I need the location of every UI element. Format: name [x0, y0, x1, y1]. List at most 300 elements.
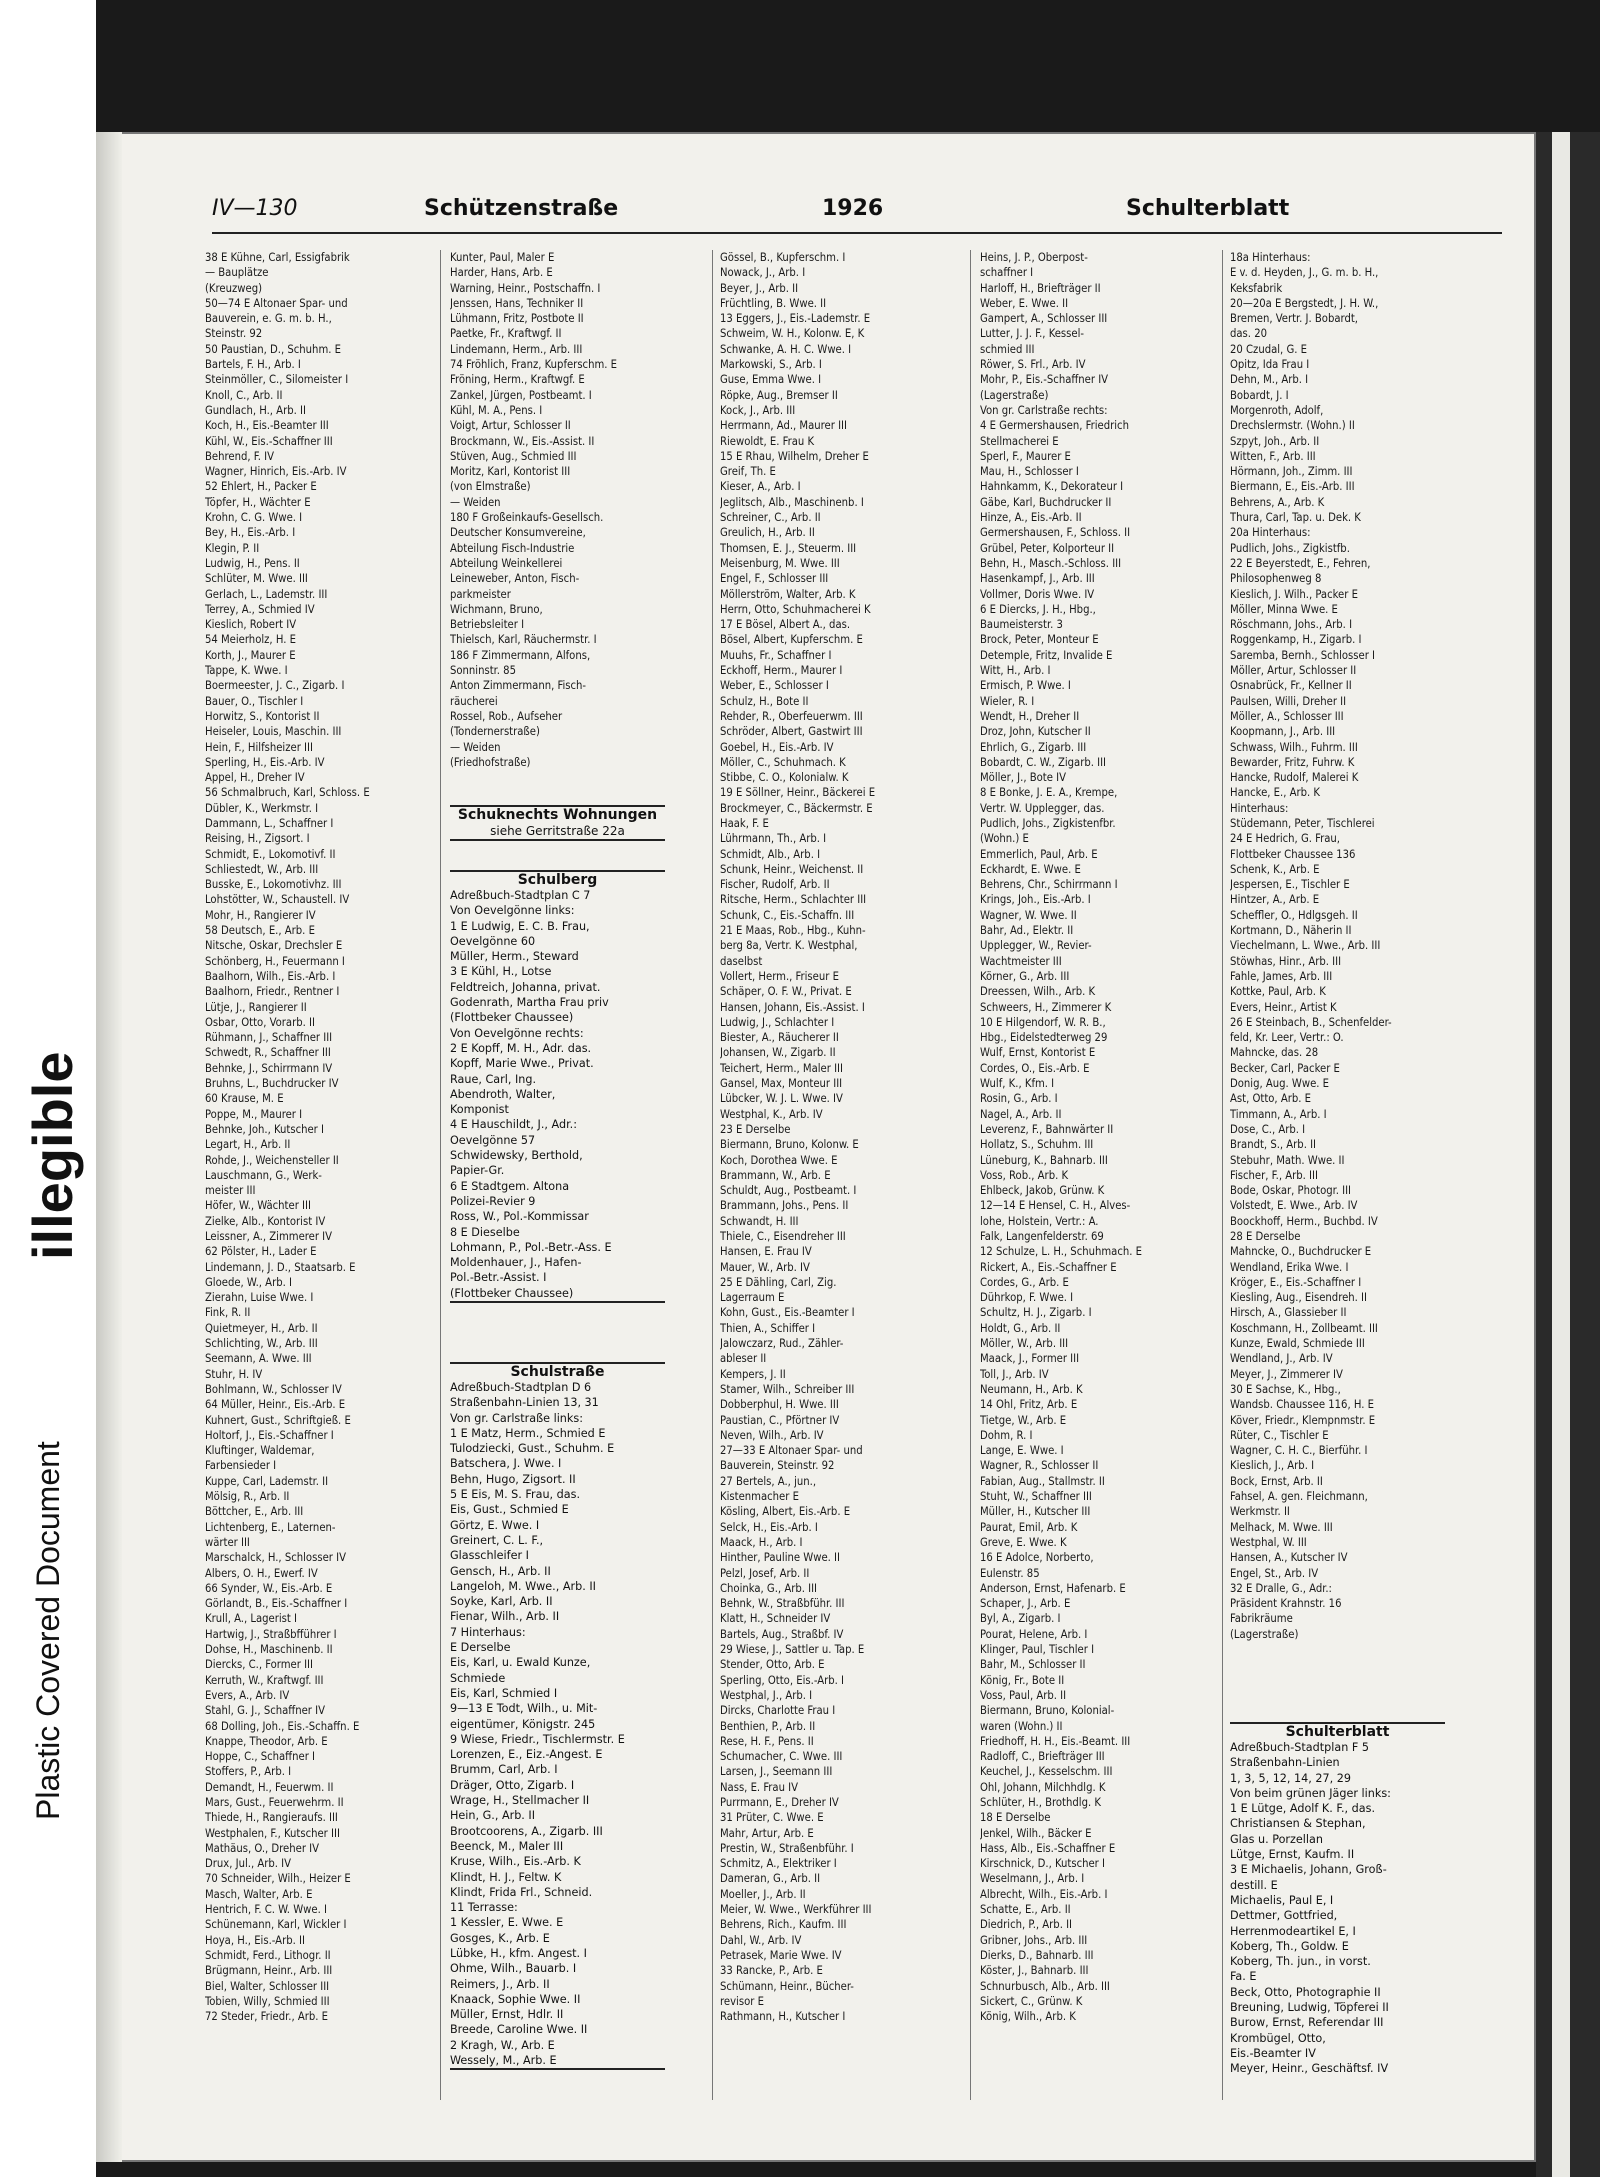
directory-entry: Greinert, C. L. F., [450, 1533, 544, 1547]
directory-entry: Möllerström, Walter, Arb. K [720, 587, 856, 601]
directory-entry: Schmidt, E., Lokomotivf. II [205, 847, 336, 861]
directory-entry: Breede, Caroline Wwe. II [450, 2023, 588, 2037]
directory-entry: 1 E Matz, Herm., Schmied E [450, 1426, 606, 1440]
directory-entry: Dobberphul, H. Wwe. III [720, 1398, 839, 1412]
directory-entry: Dreessen, Wilh., Arb. K [980, 985, 1096, 999]
directory-entry: Kuppe, Carl, Lademstr. II [205, 1474, 329, 1488]
directory-entry: Wendland, J., Arb. IV [1230, 1352, 1333, 1366]
directory-entry: Greif, Th. E [720, 465, 776, 479]
directory-entry: Tietge, W., Arb. E [980, 1413, 1067, 1427]
directory-entry: Fink, R. II [205, 1306, 251, 1320]
directory-entry: Holdt, G., Arb. II [980, 1321, 1061, 1335]
directory-entry: Fienar, Wilh., Arb. II [450, 1610, 560, 1624]
directory-entry: Wachtmeister III [980, 954, 1062, 968]
directory-entry: 28 E Derselbe [1230, 1230, 1301, 1243]
directory-entry: Lindemann, Herm., Arb. III [450, 342, 583, 356]
directory-entry: Schröder, Albert, Gastwirt III [720, 725, 863, 739]
directory-entry: Stüdemann, Peter, Tischlerei [1230, 816, 1375, 830]
directory-entry: 6 E Stadtgem. Altona [450, 1179, 570, 1193]
directory-entry: Oevelgönne 60 [450, 934, 536, 948]
directory-entry: wärter III [205, 1535, 250, 1549]
directory-entry: Koschmann, H., Zollbeamt. III [1230, 1321, 1378, 1335]
directory-entry: Kopff, Marie Wwe., Privat. [450, 1057, 594, 1071]
directory-entry: Schlüter, H., Brothdlg. K [980, 1795, 1101, 1809]
directory-entry: Rehder, R., Oberfeuerwm. III [720, 709, 863, 723]
header-year: 1926 [822, 196, 884, 221]
directory-entry: Hahnkamm, K., Dekorateur I [980, 480, 1124, 494]
directory-entry: Glasschleifer I [450, 1549, 529, 1563]
directory-entry: Hansen, E. Frau IV [720, 1245, 812, 1259]
directory-entry: Lütje, J., Rangierer II [205, 1000, 307, 1014]
directory-entry: Mohr, P., Eis.-Schaffner IV [980, 373, 1109, 387]
directory-entry: Burow, Ernst, Referendar III [1230, 2016, 1384, 2030]
directory-entry: Rohde, J., Weichensteller II [205, 1153, 339, 1167]
directory-entry: Fahle, James, Arb. III [1230, 969, 1333, 983]
directory-entry: Kieslich, Robert IV [205, 618, 297, 632]
directory-entry: 19 E Söllner, Heinr., Bäckerei E [720, 786, 876, 800]
directory-entry: Mau, H., Schlosser I [980, 465, 1079, 479]
directory-entry: Evers, A., Arb. IV [205, 1688, 290, 1702]
directory-entry: Beck, Otto, Photographie II [1230, 1985, 1381, 1999]
directory-entry: Biel, Walter, Schlosser III [205, 1979, 330, 1993]
directory-entry: Lagerraum E [720, 1291, 785, 1305]
directory-entry: 64 Müller, Heinr., Eis.-Arb. E [205, 1398, 346, 1412]
directory-entry: Adreßbuch-Stadtplan C 7 [450, 889, 591, 902]
directory-entry: Dührkop, F. Wwe. I [980, 1291, 1074, 1305]
directory-entry: Harloff, H., Briefträger II [980, 281, 1101, 295]
directory-entry: Tobien, Willy, Schmied III [205, 1994, 330, 2008]
directory-entry: Klinger, Paul, Tischler I [980, 1643, 1095, 1657]
directory-entry: Diercks, C., Former III [205, 1658, 313, 1672]
schulterblatt-lines [1230, 1740, 1445, 2077]
plastic-covered-label: Plastic Covered Document [30, 1441, 66, 1820]
directory-entry: Paurat, Emil, Arb. K [980, 1520, 1078, 1534]
directory-entry: Eckhardt, E. Wwe. E [980, 862, 1081, 876]
directory-entry: 22 E Beyerstedt, E., Fehren, [1230, 556, 1371, 570]
directory-entry: Straßenbahn-Linien 13, 31 [450, 1396, 599, 1410]
directory-entry: Gundlach, H., Arb. II [205, 403, 306, 417]
directory-entry: Hintzer, A., Arb. E [1230, 893, 1320, 907]
directory-entry: Gäbe, Karl, Buchdrucker II [980, 495, 1112, 509]
column-separator [712, 250, 713, 2100]
illegible-label: illegible [21, 1051, 84, 1260]
directory-entry: Kempers, J. II [720, 1367, 786, 1381]
directory-entry: Prestin, W., Straßenbführ. I [720, 1841, 854, 1855]
directory-entry: Stüven, Aug., Schmied III [450, 449, 577, 463]
directory-entry: Cordes, G., Arb. E [980, 1275, 1069, 1289]
directory-entry: Schäper, O. F. W., Privat. E [720, 985, 852, 999]
directory-entry: Böttcher, E., Arb. III [205, 1505, 304, 1519]
directory-entry: Melhack, M. Wwe. III [1230, 1520, 1333, 1534]
directory-entry: Schmidt, Ferd., Lithogr. II [205, 1948, 331, 1962]
directory-entry: Ritsche, Herm., Schlachter III [720, 893, 867, 907]
directory-entry: Riewoldt, E. Frau K [720, 434, 815, 448]
directory-entry: Hirsch, A., Glassieber II [1230, 1306, 1347, 1320]
directory-entry: Koch, H., Eis.-Beamter III [205, 419, 329, 433]
directory-entry: Kieslich, J. Wilh., Packer E [1230, 587, 1358, 601]
directory-entry: Behnke, J., Schirrmann IV [205, 1061, 333, 1075]
directory-entry: 30 E Sachse, K., Hbg., [1230, 1382, 1341, 1396]
directory-entry: Hinther, Pauline Wwe. II [720, 1551, 840, 1565]
directory-entry: Stamer, Wilh., Schreiber III [720, 1382, 855, 1396]
directory-entry: Kottke, Paul, Arb. K [1230, 985, 1326, 999]
directory-entry: Korth, J., Maurer E [205, 648, 296, 662]
directory-entry: Schwedt, R., Schaffner III [205, 1046, 331, 1060]
directory-entry: Moritz, Karl, Kontorist III [450, 465, 571, 479]
directory-entry: Kühl, W., Eis.-Schaffner III [205, 434, 333, 448]
directory-entry: Koberg, Th., Goldw. E [1230, 1939, 1349, 1953]
directory-entry: Kröger, E., Eis.-Schaffner I [1230, 1275, 1362, 1289]
directory-entry: Boermeester, J. C., Zigarb. I [205, 679, 345, 693]
directory-entry: (Lagerstraße) [980, 388, 1049, 402]
directory-entry: 13 Eggers, J., Eis.-Lademstr. E [720, 312, 871, 326]
directory-entry: parkmeister [450, 587, 511, 601]
directory-entry: Schünemann, Karl, Wickler I [205, 1918, 347, 1932]
directory-entry: Osbar, Otto, Vorarb. II [205, 1015, 315, 1029]
directory-entry: Heiseler, Louis, Maschin. III [205, 725, 342, 739]
directory-entry: Nass, E. Frau IV [720, 1780, 799, 1794]
directory-entry: Möller, Artur, Schlosser II [1230, 664, 1357, 678]
directory-entry: 1 E Ludwig, E. C. B. Frau, [450, 919, 590, 933]
directory-entry: Gribner, Johs., Arb. III [980, 1933, 1088, 1947]
directory-entry: Brammann, Johs., Pens. II [720, 1199, 849, 1213]
directory-entry: Behrens, A., Arb. K [1230, 495, 1325, 509]
directory-entry: 186 F Zimmermann, Alfons, [450, 648, 591, 662]
directory-entry: Feldtreich, Johanna, privat. [450, 980, 601, 994]
directory-entry: Ermisch, P. Wwe. I [980, 679, 1071, 693]
directory-entry: Stuhr, H. IV [205, 1367, 263, 1381]
directory-entry: Behn, Hugo, Zigsort. II [450, 1472, 576, 1486]
directory-entry: eigentümer, Königstr. 245 [450, 1717, 596, 1731]
directory-entry: 26 E Steinbach, B., Schenfelder- [1230, 1015, 1392, 1029]
directory-entry: Behn, H., Masch.-Schloss. III [980, 556, 1122, 570]
directory-entry: Mahr, Artur, Arb. E [720, 1826, 814, 1840]
directory-entry: Donig, Aug. Wwe. E [1230, 1077, 1330, 1091]
directory-entry: Fröning, Herm., Kraftwgf. E [450, 373, 585, 387]
directory-entry: Johansen, W., Zigarb. II [720, 1046, 836, 1060]
directory-entry: Röwer, S. Frl., Arb. IV [980, 358, 1086, 372]
directory-entry: Lichtenberg, E., Laternen- [205, 1520, 336, 1534]
directory-entry: Byl, A., Zigarb. I [980, 1612, 1061, 1626]
directory-entry: Köster, J., Bahnarb. III [980, 1964, 1089, 1978]
directory-entry: Osnabrück, Fr., Kellner II [1230, 679, 1352, 693]
directory-entry: Schönberg, H., Feuermann I [205, 954, 345, 968]
directory-entry: Behrens, Chr., Schirrmann I [980, 878, 1118, 892]
directory-entry: Harder, Hans, Arb. E [450, 266, 553, 280]
directory-entry: Stebuhr, Math. Wwe. II [1230, 1153, 1345, 1167]
directory-entry: Krings, Joh., Eis.-Arb. I [980, 893, 1091, 907]
directory-entry: Fabian, Aug., Stallmstr. II [980, 1474, 1105, 1488]
directory-entry: Schultz, H. J., Zigarb. I [980, 1306, 1092, 1320]
directory-entry: Greve, E. Wwe. K [980, 1535, 1067, 1549]
directory-entry: Keuchel, J., Kesselschm. III [980, 1765, 1113, 1779]
directory-entry: Kerruth, W., Kraftwgf. III [205, 1673, 324, 1687]
directory-entry: 23 E Derselbe [720, 1122, 791, 1136]
header-rule [212, 232, 1502, 234]
directory-entry: Wagner, C. H. C., Bierführ. I [1230, 1444, 1368, 1458]
directory-entry: 66 Synder, W., Eis.-Arb. E [205, 1581, 333, 1595]
page-binding [96, 132, 122, 2162]
directory-entry: Leissner, A., Zimmerer IV [205, 1230, 333, 1243]
directory-entry: Koch, Dorothea Wwe. E [720, 1153, 838, 1167]
directory-entry: Wichmann, Bruno, [450, 602, 543, 616]
directory-entry: 32 E Dralle, G., Adr.: [1230, 1581, 1332, 1595]
directory-entry: Engel, F., Schlosser III [720, 572, 829, 586]
directory-entry: Vertr. W. Upplegger, das. [980, 801, 1105, 815]
directory-entry: Brockmeyer, C., Bäckermstr. E [720, 801, 873, 815]
directory-entry: Scheffler, O., Hdlgsgeh. II [1230, 908, 1358, 922]
directory-entry: Stahl, G. J., Schaffner IV [205, 1704, 325, 1718]
directory-entry: 6 E Diercks, J. H., Hbg., [980, 602, 1096, 616]
directory-entry: Koopmann, J., Arb. III [1230, 725, 1336, 739]
directory-entry: Sperling, Otto, Eis.-Arb. I [720, 1673, 844, 1687]
directory-entry: Kösling, Albert, Eis.-Arb. E [720, 1505, 851, 1519]
directory-entry: Bobardt, J. I [1230, 388, 1289, 402]
directory-entry: Behnke, Joh., Kutscher I [205, 1122, 324, 1136]
directory-entry: — Bauplätze [205, 266, 269, 280]
schuknechts-box [450, 805, 665, 841]
directory-entry: Nowack, J., Arb. I [720, 266, 806, 280]
directory-entry: Präsident Krahnstr. 16 [1230, 1597, 1342, 1611]
directory-entry: Mauer, W., Arb. IV [720, 1260, 810, 1274]
directory-entry: Dübler, K., Werkmstr. I [205, 801, 319, 815]
column-separator [970, 250, 971, 2100]
directory-entry: Marschalck, H., Schlosser IV [205, 1551, 346, 1565]
directory-entry: Biermann, Bruno, Kolonw. E [720, 1138, 859, 1152]
directory-entry: Guse, Emma Wwe. I [720, 373, 822, 387]
directory-entry: Hein, F., Hilfsheizer III [205, 740, 313, 754]
directory-entry: E v. d. Heyden, J., G. m. b. H., [1230, 266, 1379, 280]
directory-entry: Kirschnick, D., Kutscher I [980, 1857, 1105, 1871]
directory-entry: das. 20 [1230, 327, 1267, 341]
directory-entry: Warning, Heinr., Postschaffn. I [450, 281, 601, 295]
directory-column-1 [205, 250, 420, 2110]
directory-entry: Leverenz, F., Bahnwärter II [980, 1122, 1114, 1136]
directory-entry: Appel, H., Dreher IV [205, 771, 305, 785]
directory-entry: Brügmann, Heinr., Arb. III [205, 1964, 333, 1978]
directory-entry: 8 E Dieselbe [450, 1225, 520, 1239]
directory-entry: Schmitz, A., Elektriker I [720, 1857, 837, 1871]
directory-entry: Drux, Jul., Arb. IV [205, 1857, 291, 1871]
directory-entry: Bahr, M., Schlosser II [980, 1658, 1086, 1672]
directory-entry: Möller, J., Bote IV [980, 771, 1066, 785]
directory-entry: Ohme, Wilh., Bauarb. I [450, 1962, 577, 1976]
directory-entry: Klindt, Frida Frl., Schneid. [450, 1885, 593, 1899]
directory-entry: Herrenmodeartikel E, I [1230, 1924, 1356, 1938]
directory-entry: Reimers, J., Arb. II [450, 1977, 550, 1991]
directory-entry: Hinze, A., Eis.-Arb. II [980, 511, 1082, 525]
directory-entry: Saremba, Bernh., Schlosser I [1230, 648, 1376, 662]
directory-entry: Kieser, A., Arb. I [720, 480, 801, 494]
directory-entry: Lübke, H., kfm. Angest. I [450, 1946, 587, 1960]
directory-entry: Knaack, Sophie Wwe. II [450, 1992, 581, 2006]
directory-entry: 24 E Hedrich, G. Frau, [1230, 832, 1340, 846]
directory-entry: Fabrikräume [1230, 1612, 1293, 1626]
directory-entry: Brandt, S., Arb. II [1230, 1138, 1317, 1152]
directory-entry: Zankel, Jürgen, Postbeamt. I [450, 388, 592, 402]
directory-entry: Hoya, H., Eis.-Arb. II [205, 1933, 305, 1947]
directory-entry: — Weiden [450, 495, 501, 509]
directory-entry: Röpke, Aug., Bremser II [720, 388, 838, 402]
directory-entry: Vollert, Herm., Friseur E [720, 969, 839, 983]
directory-entry: Lüneburg, K., Bahnarb. III [980, 1153, 1108, 1167]
directory-entry: Wagner, W. Wwe. II [980, 908, 1077, 922]
directory-entry: Stoffers, P., Arb. I [205, 1765, 292, 1779]
directory-entry: Westphal, W. III [1230, 1535, 1307, 1549]
directory-entry: Wendland, Erika Wwe. I [1230, 1260, 1349, 1274]
directory-entry: Purrmann, E., Dreher IV [720, 1795, 839, 1809]
directory-entry: Petrasek, Marie Wwe. IV [720, 1948, 842, 1962]
directory-entry: Kunze, Ewald, Schmiede III [1230, 1337, 1365, 1351]
directory-entry: Diedrich, P., Arb. II [980, 1918, 1073, 1932]
directory-entry: Bock, Ernst, Arb. II [1230, 1474, 1323, 1488]
directory-entry: Kunter, Paul, Maler E [450, 251, 555, 264]
directory-entry: Glas u. Porzellan [1230, 1832, 1323, 1846]
directory-entry: Lauschmann, G., Werk- [205, 1168, 322, 1182]
directory-entry: 62 Pölster, H., Lader E [205, 1245, 317, 1259]
directory-entry: Lange, E. Wwe. I [980, 1444, 1064, 1458]
directory-entry: (Wohn.) E [980, 832, 1029, 846]
directory-entry: Paulsen, Willi, Dreher II [1230, 694, 1347, 708]
directory-entry: (Kreuzweg) [205, 281, 263, 295]
directory-entry: Witten, F., Arb. III [1230, 449, 1316, 463]
directory-entry: Batschera, J. Wwe. I [450, 1457, 562, 1471]
directory-entry: Hansen, A., Kutscher IV [1230, 1551, 1348, 1565]
directory-entry: Thien, A., Schiffer I [720, 1321, 816, 1335]
schulstrasse-title: Schulstraße [510, 1364, 605, 1380]
directory-entry: Bremen, Vertr. J. Bobardt, [1230, 312, 1358, 326]
directory-entry: Gensch, H., Arb. II [450, 1564, 551, 1578]
directory-entry: Cordes, O., Eis.-Arb. E [980, 1061, 1090, 1075]
directory-entry: (Flottbeker Chaussee) [450, 1286, 574, 1300]
directory-entry: 38 E Kühne, Carl, Essigfabrik [205, 251, 350, 264]
directory-entry: 31 Prüter, C. Wwe. E [720, 1811, 824, 1825]
column-separator [440, 250, 441, 2100]
directory-entry: Kieslich, J., Arb. I [1230, 1459, 1315, 1473]
directory-entry: 9 Wiese, Friedr., Tischlermstr. E [450, 1732, 625, 1746]
directory-entry: Roggenkamp, H., Zigarb. I [1230, 633, 1362, 647]
directory-entry: Eckhoff, Herm., Maurer I [720, 664, 843, 678]
directory-entry: Mathäus, O., Dreher IV [205, 1841, 320, 1855]
directory-entry: (Friedhofstraße) [450, 755, 531, 769]
directory-entry: Brock, Peter, Monteur E [980, 633, 1099, 647]
directory-entry: Möller, W., Arb. III [980, 1337, 1069, 1351]
directory-entry: Fahsel, A. gen. Fleichmann, [1230, 1490, 1368, 1504]
directory-entry: Bartels, Aug., Straßbf. IV [720, 1627, 844, 1641]
directory-entry: Brockmann, W., Eis.-Assist. II [450, 434, 595, 448]
directory-entry: Schliestedt, W., Arb. III [205, 862, 319, 876]
directory-entry: Dohm, R. I [980, 1428, 1033, 1442]
directory-entry: Hollatz, S., Schuhm. III [980, 1138, 1094, 1152]
directory-entry: Früchtling, B. Wwe. II [720, 296, 827, 310]
directory-entry: Schlichting, W., Arb. III [205, 1337, 318, 1351]
directory-entry: Baalhorn, Friedr., Rentner I [205, 985, 340, 999]
directory-entry: Gansel, Max, Monteur III [720, 1077, 843, 1091]
directory-entry: Detemple, Fritz, Invalide E [980, 648, 1113, 662]
directory-entry: Markowski, S., Arb. I [720, 358, 822, 372]
directory-entry: Seemann, A. Wwe. III [205, 1352, 312, 1366]
directory-entry: Schnurbusch, Alb., Arb. III [980, 1979, 1110, 1993]
directory-entry: Holtorf, J., Eis.-Schaffner I [205, 1428, 334, 1442]
directory-entry: 3 E Kühl, H., Lotse [450, 965, 552, 979]
directory-entry: Toll, J., Arb. IV [980, 1367, 1049, 1381]
directory-entry: Falk, Langenfelderstr. 69 [980, 1230, 1104, 1243]
directory-entry: Bode, Oskar, Photogr. III [1230, 1184, 1352, 1198]
directory-entry: Maack, H., Arb. I [720, 1535, 803, 1549]
directory-entry: Timmann, A., Arb. I [1230, 1107, 1327, 1121]
directory-entry: Nitsche, Oskar, Drechsler E [205, 939, 343, 953]
directory-entry: Eis, Gust., Schmied E [450, 1503, 569, 1517]
directory-entry: Hansen, Johann, Eis.-Assist. I [720, 1000, 865, 1014]
directory-entry: Lütge, Ernst, Kaufm. II [1230, 1848, 1355, 1862]
directory-entry: Knappe, Theodor, Arb. E [205, 1734, 328, 1748]
directory-entry: Heins, J. P., Oberpost- [980, 251, 1088, 264]
directory-entry: Voss, Rob., Arb. K [980, 1168, 1069, 1182]
directory-entry: Germershausen, F., Schloss. II [980, 526, 1131, 540]
directory-entry: Thiele, C., Eisendreher III [720, 1230, 846, 1243]
directory-entry: Neven, Wilh., Arb. IV [720, 1428, 824, 1442]
directory-entry: Demandt, H., Feuerwm. II [205, 1780, 334, 1794]
directory-entry: meister III [205, 1184, 256, 1198]
directory-entry: Jenkel, Wilh., Bäcker E [980, 1826, 1092, 1840]
directory-entry: Voss, Paul, Arb. II [980, 1688, 1067, 1702]
directory-entry: 50—74 E Altonaer Spar- und [205, 296, 348, 310]
directory-entry: Pol.-Betr.-Assist. I [450, 1271, 547, 1285]
directory-entry: Ohl, Johann, Milchhdlg. K [980, 1780, 1106, 1794]
directory-entry: daselbst [720, 954, 763, 968]
directory-entry: Baumeisterstr. 3 [980, 618, 1063, 632]
directory-entry: Sonninstr. 85 [450, 664, 516, 678]
directory-entry: Knoll, C., Arb. II [205, 388, 283, 402]
directory-entry: Abteilung Weinkellerei [450, 556, 563, 570]
directory-entry: Goebel, H., Eis.-Arb. IV [720, 740, 834, 754]
directory-entry: Stöwhas, Hinr., Arb. III [1230, 954, 1342, 968]
directory-entry: 20a Hinterhaus: [1230, 526, 1311, 540]
directory-entry: Hörmann, Joh., Zimm. III [1230, 465, 1353, 479]
directory-entry: Dettmer, Gottfried, [1230, 1909, 1338, 1923]
directory-entry: 27 Bertels, A., jun., [720, 1474, 817, 1488]
directory-entry: Ehlbeck, Jakob, Grünw. K [980, 1184, 1105, 1198]
directory-entry: Thomsen, E. J., Steuerm. III [720, 541, 857, 555]
directory-entry: Kruse, Wilh., Eis.-Arb. K [450, 1855, 581, 1869]
directory-entry: Meier, W. Wwe., Werkführer III [720, 1903, 872, 1917]
directory-entry: Lühmann, Fritz, Postbote II [450, 312, 584, 326]
directory-entry: Klindt, H. J., Feltw. K [450, 1870, 562, 1884]
directory-entry: Rühmann, J., Schaffner III [205, 1031, 333, 1045]
directory-entry: Grübel, Peter, Kolporteur II [980, 541, 1115, 555]
directory-entry: Behrens, Rich., Kaufm. III [720, 1918, 847, 1932]
directory-entry: Oevelgönne 57 [450, 1133, 536, 1147]
directory-entry: Dahl, W., Arb. IV [720, 1933, 802, 1947]
directory-entry: Radloff, C., Briefträger III [980, 1750, 1105, 1764]
directory-entry: Hbg., Eidelstedterweg 29 [980, 1031, 1108, 1045]
directory-entry: Voigt, Artur, Schlosser II [450, 419, 571, 433]
directory-entry: Lührmann, Th., Arb. I [720, 832, 827, 846]
directory-entry: Mölsig, R., Arb. II [205, 1490, 290, 1504]
directory-entry: Witt, H., Arb. I [980, 664, 1051, 678]
directory-entry: Masch, Walter, Arb. E [205, 1887, 313, 1901]
directory-entry: Legart, H., Arb. II [205, 1138, 291, 1152]
directory-entry: Michaelis, Paul E, I [1230, 1893, 1334, 1907]
column-separator [1222, 250, 1223, 2100]
directory-entry: Gloede, W., Arb. I [205, 1275, 292, 1289]
directory-entry: Kuhnert, Gust., Schriftgieß. E [205, 1413, 351, 1427]
directory-entry: Stender, Otto, Arb. E [720, 1658, 825, 1672]
directory-entry: Soyke, Karl, Arb. II [450, 1595, 553, 1609]
directory-entry: 11 Terrasse: [450, 1901, 518, 1915]
directory-entry: Hass, Alb., Eis.-Schaffner E [980, 1841, 1116, 1855]
directory-entry: ableser II [720, 1352, 767, 1366]
